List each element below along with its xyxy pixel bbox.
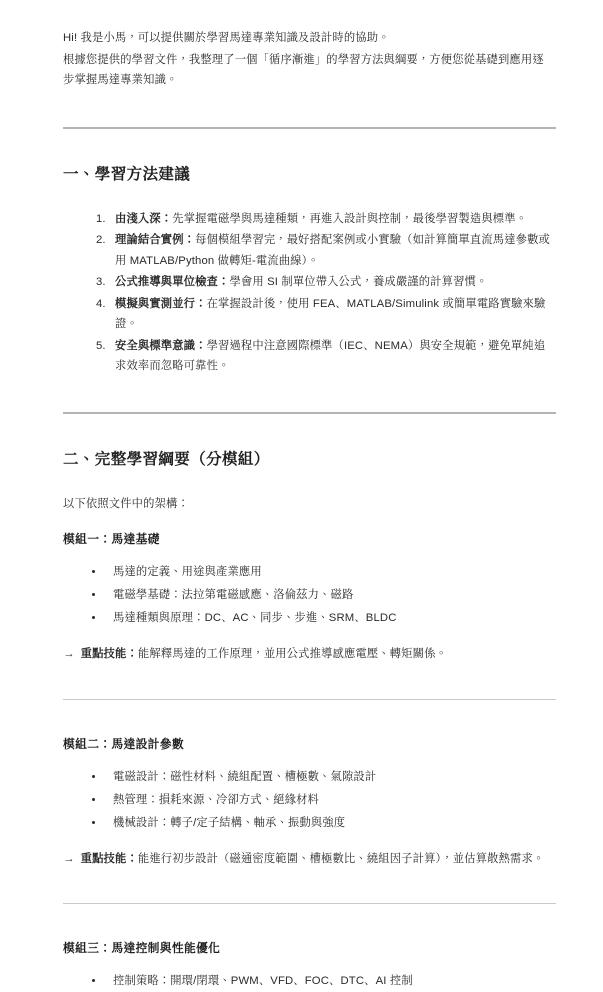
spacer bbox=[63, 129, 555, 163]
list-item bbox=[109, 272, 555, 293]
key-skill-label: 重點技能： bbox=[80, 648, 138, 660]
module-1-bullets bbox=[63, 562, 555, 629]
list-item-lead: 理論結合實例： bbox=[115, 234, 196, 246]
list-item bbox=[109, 294, 555, 335]
list-item: • 電磁設計：磁性材料、繞組配置、槽極數、氣隙設計 bbox=[105, 767, 555, 788]
module-1-key-skill bbox=[63, 644, 555, 665]
spacer bbox=[63, 665, 555, 699]
intro-line-1: Hi! 我是小馬，可以提供關於學習馬達專業知識及設計時的協助。 bbox=[63, 32, 390, 44]
module-1-title: 模組一：馬達基礎 bbox=[63, 532, 160, 546]
list-item: • 馬達種類與原理：DC、AC、同步、步進、SRM、BLDC bbox=[105, 608, 555, 629]
list-item-text: 先掌握電磁學與馬達種類，再進入設計與控制，最後學習製造與標準。 bbox=[172, 212, 528, 225]
spacer bbox=[63, 700, 555, 734]
spacer bbox=[63, 869, 555, 903]
list-item: • 控制策略：開環/閉環、PWM、VFD、FOC、DTC、AI 控制 bbox=[105, 971, 555, 992]
section-1-title: 一、學習方法建議 bbox=[63, 165, 191, 183]
spacer bbox=[63, 93, 555, 127]
list-item-lead: 由淺入深： bbox=[115, 212, 173, 225]
list-item-text: 每個模組學習完，最好搭配案例或小實驗（如計算簡單直流馬達參數或用 MATLAB/Python 做轉矩-電流曲線）。 bbox=[115, 234, 550, 267]
list-item bbox=[109, 230, 555, 271]
learning-method-list bbox=[63, 209, 555, 377]
arrow-right-icon: → bbox=[63, 852, 75, 865]
spacer bbox=[63, 958, 555, 971]
list-item-text: 學習過程中注意國際標準（IEC、NEMA）與安全規範，避免單純追求效率而忽略可靠性。 bbox=[115, 339, 546, 372]
key-skill-label: 重點技能： bbox=[80, 852, 138, 865]
module-2-bullets bbox=[63, 767, 555, 834]
arrow-right-icon: → bbox=[63, 648, 75, 660]
section-2-title: 二、完整學習綱要（分模組） bbox=[63, 450, 270, 468]
key-skill-text: 能進行初步設計（磁通密度範圍、槽極數比、繞組因子計算），並估算散熱需求。 bbox=[137, 852, 545, 865]
module-3-bullets bbox=[63, 971, 555, 992]
list-item-text: 在掌握設計後，使用 FEA、MATLAB/Simulink 或簡單電路實驗來驗證。 bbox=[115, 297, 546, 330]
key-skill-text: 能解釋馬達的工作原理，並用公式推導感應電壓、轉矩關係。 bbox=[137, 648, 447, 660]
intro-line-2: 根據您提供的學習文件，我整理了一個「循序漸進」的學習方法與綱要，方便您從基礎到應用逐步掌握馬達專業知識。 bbox=[63, 53, 544, 86]
list-item: • 熱管理：損耗來源、冷卻方式、絕緣材料 bbox=[105, 790, 555, 811]
spacer bbox=[63, 414, 555, 448]
spacer bbox=[63, 472, 555, 494]
spacer bbox=[63, 549, 555, 562]
spacer bbox=[63, 836, 555, 849]
list-item: • 馬達的定義、用途與產業應用 bbox=[105, 562, 555, 583]
spacer bbox=[63, 378, 555, 412]
section-2-lead-in: 以下依照文件中的架構： bbox=[63, 497, 189, 510]
spacer bbox=[63, 904, 555, 938]
spacer bbox=[63, 754, 555, 767]
list-item bbox=[109, 336, 555, 377]
spacer bbox=[63, 631, 555, 644]
list-item-lead: 公式推導與單位檢查： bbox=[115, 276, 230, 288]
intro-block bbox=[63, 28, 555, 91]
list-item-lead: 安全與標準意識： bbox=[115, 339, 207, 352]
list-item: • 機械設計：轉子/定子結構、軸承、振動與強度 bbox=[105, 813, 555, 834]
list-item bbox=[109, 209, 555, 230]
module-3-title: 模組三：馬達控制與性能優化 bbox=[63, 941, 221, 955]
spacer bbox=[63, 516, 555, 529]
spacer bbox=[63, 187, 555, 209]
list-item: • 電磁學基礎：法拉第電磁感應、洛倫茲力、磁路 bbox=[105, 585, 555, 606]
list-item-text: 學會用 SI 制單位帶入公式，養成嚴謹的計算習慣。 bbox=[229, 276, 488, 288]
module-2-key-skill bbox=[63, 849, 555, 870]
list-item-lead: 模擬與實測並行： bbox=[115, 297, 207, 310]
module-2-title: 模組二：馬達設計參數 bbox=[63, 736, 184, 751]
